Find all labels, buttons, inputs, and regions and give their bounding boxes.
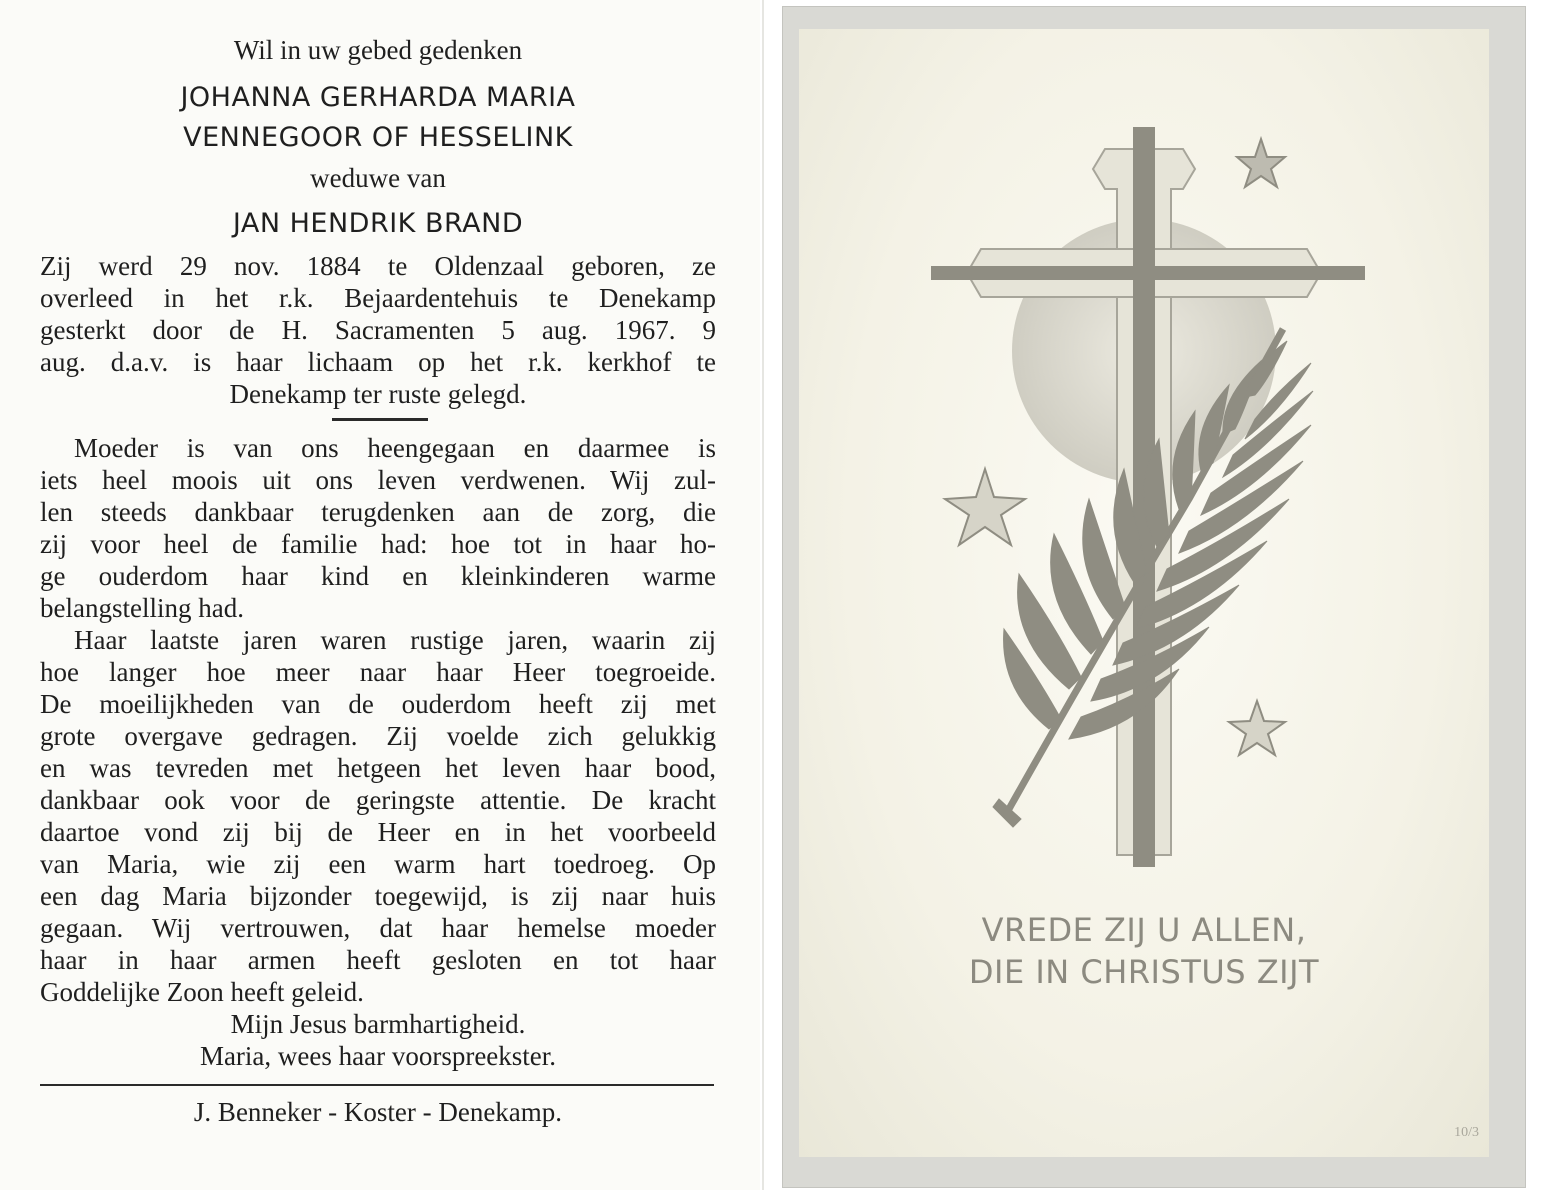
paragraph-line: en was tevreden met hetgeen het leven haar bood, <box>40 753 716 783</box>
card-number: 10/3 <box>1454 1125 1479 1140</box>
card-face <box>799 29 1489 1157</box>
caption-line1: VREDE ZIJ U ALLEN, <box>981 911 1307 949</box>
paragraph-line: ge ouderdom haar kind en kleinkinderen warme <box>40 561 716 591</box>
deceased-name-line1: JOHANNA GERHARDA MARIA <box>180 82 576 113</box>
paragraph-line: hoe langer hoe meer naar haar Heer toegroeide. <box>40 657 716 687</box>
bio-line: Denekamp ter ruste gelegd. <box>229 379 527 409</box>
printer-credit: J. Benneker - Koster - Denekamp. <box>193 1097 563 1127</box>
caption-line2: DIE IN CHRISTUS ZIJT <box>968 953 1320 991</box>
paragraph-line: iets heel moois uit ons leven verdwenen. Wij zul- <box>40 465 716 495</box>
page-fold <box>762 0 764 1200</box>
husband-name: JAN HENDRIK BRAND <box>232 208 524 239</box>
widow-of-label: weduwe van <box>310 163 446 193</box>
paragraph-line: De moeilijkheden van de ouderdom heeft zij met <box>40 689 716 719</box>
paragraph-line: een dag Maria bijzonder toegewijd, is zij naar huis <box>40 881 716 911</box>
star-icon <box>1237 139 1285 187</box>
footer-divider <box>40 1084 714 1086</box>
scan-margin <box>0 1190 1541 1200</box>
memorial-text-page <box>0 0 760 1200</box>
paragraph-line: Goddelijke Zoon heeft geleid. <box>40 977 364 1007</box>
paragraph-line: dankbaar ook voor de geringste attentie. De kracht <box>40 785 716 815</box>
paragraph-line: len steeds dankbaar terugdenken aan de zorg, die <box>40 497 716 527</box>
heading: Wil in uw gebed gedenken <box>233 35 523 65</box>
paragraph-line: Moeder is van ons heengegaan en daarmee is <box>74 433 716 463</box>
star-icon <box>1229 701 1285 755</box>
short-divider <box>332 418 428 421</box>
paragraph-line: daartoe vond zij bij de Heer en in het voorbeeld <box>40 817 716 847</box>
paragraph-line: van Maria, wie zij een warm hart toedroeg. Op <box>40 849 716 879</box>
bio-line: overleed in het r.k. Bejaardentehuis te Denekamp <box>40 283 716 313</box>
devotional-image-page <box>782 6 1526 1188</box>
paragraph-line: zij voor heel de familie had: hoe tot in haar ho- <box>40 529 716 559</box>
paragraph-line: haar in haar armen heeft gesloten en tot haar <box>40 945 716 975</box>
prayer-line: Maria, wees haar voorspreekster. <box>199 1041 557 1071</box>
star-icon <box>945 469 1025 545</box>
bio-line: gesterkt door de H. Sacramenten 5 aug. 1967. 9 <box>40 315 716 345</box>
bio-line: Zij werd 29 nov. 1884 te Oldenzaal geboren, ze <box>40 251 716 281</box>
prayer-line: Mijn Jesus barmhartigheid. <box>230 1009 526 1039</box>
paragraph-line: Haar laatste jaren waren rustige jaren, waarin zij <box>74 625 716 655</box>
paragraph-line: grote overgave gedragen. Zij voelde zich gelukkig <box>40 721 716 751</box>
paragraph-line: belangstelling had. <box>40 593 244 623</box>
paragraph-line: gegaan. Wij vertrouwen, dat haar hemelse moeder <box>40 913 716 943</box>
deceased-name-line2: VENNEGOOR OF HESSELINK <box>183 122 573 153</box>
bio-line: aug. d.a.v. is haar lichaam op het r.k. kerkhof te <box>40 347 716 377</box>
